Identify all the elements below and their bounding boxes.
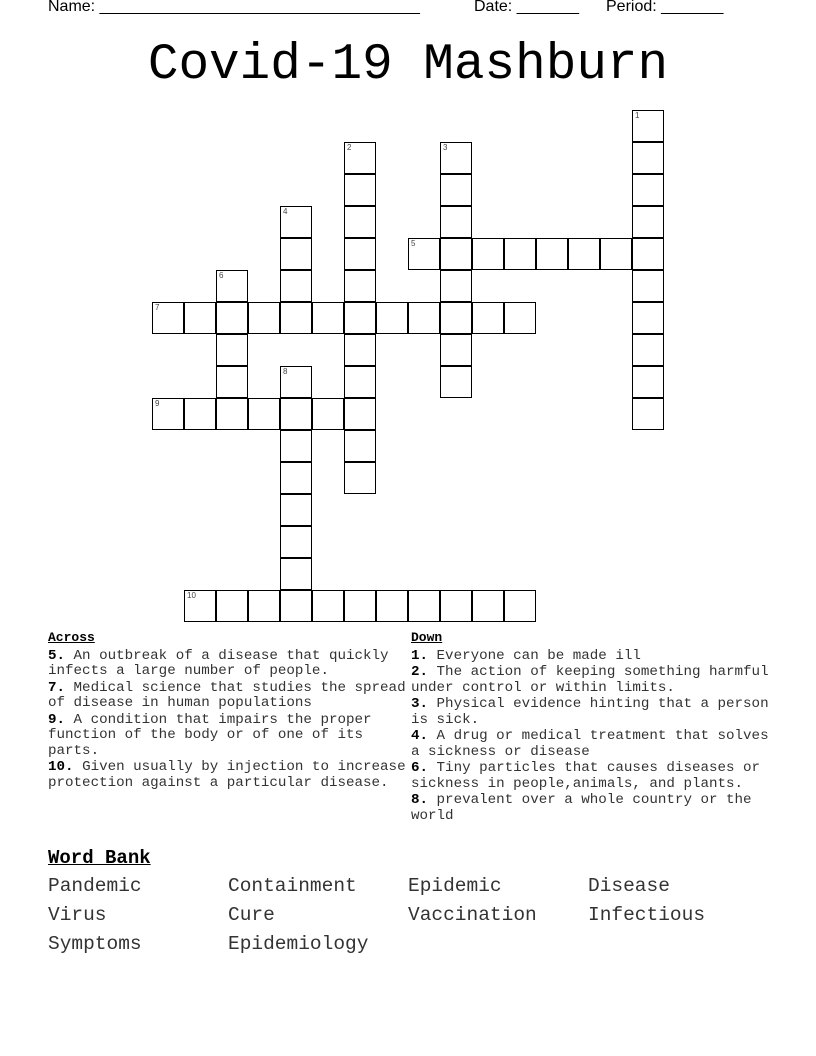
grid-cell[interactable] — [280, 558, 312, 590]
word-bank-item: Disease — [588, 875, 670, 897]
cell-number: 3 — [443, 143, 448, 152]
grid-cell[interactable] — [216, 302, 248, 334]
word-bank-title: Word Bank — [48, 847, 151, 869]
clue-item: 9. A condition that impairs the proper function of the body or of one of its parts. — [48, 711, 372, 759]
grid-cell[interactable] — [280, 398, 312, 430]
grid-cell[interactable] — [472, 238, 504, 270]
grid-cell[interactable] — [344, 174, 376, 206]
clue-item: 3. Physical evidence hinting that a person is sick. — [411, 696, 769, 728]
grid-cell[interactable] — [440, 142, 472, 174]
down-heading: Down — [411, 630, 443, 645]
name-field[interactable]: Name: ____________________________________ — [48, 0, 420, 15]
grid-cell[interactable] — [376, 302, 408, 334]
down-clues — [411, 630, 776, 825]
grid-cell[interactable] — [280, 430, 312, 462]
clue-item: 8. prevalent over a whole country or the world — [411, 792, 752, 824]
grid-cell[interactable] — [344, 430, 376, 462]
word-bank-item: Symptoms — [48, 933, 142, 955]
grid-cell[interactable] — [632, 174, 664, 206]
word-bank-item: Epidemiology — [228, 933, 369, 955]
cell-number: 2 — [347, 143, 352, 152]
grid-cell[interactable] — [216, 270, 248, 302]
grid-cell[interactable] — [344, 462, 376, 494]
grid-cell[interactable] — [504, 590, 536, 622]
grid-cell[interactable] — [632, 206, 664, 238]
grid-cell[interactable] — [344, 142, 376, 174]
period-field[interactable]: Period: _______ — [606, 0, 724, 15]
word-bank-item: Infectious — [588, 904, 706, 926]
grid-cell[interactable] — [632, 334, 664, 366]
grid-cell[interactable] — [568, 238, 600, 270]
grid-cell[interactable] — [248, 590, 280, 622]
word-bank-item: Containment — [228, 875, 357, 897]
grid-cell[interactable] — [472, 590, 504, 622]
date-field[interactable]: Date: _______ — [474, 0, 579, 15]
across-heading: Across — [48, 630, 95, 645]
grid-cell[interactable] — [248, 398, 280, 430]
grid-cell[interactable] — [248, 302, 280, 334]
grid-cell[interactable] — [440, 302, 472, 334]
grid-cell[interactable] — [632, 110, 664, 142]
grid-cell[interactable] — [472, 302, 504, 334]
grid-cell[interactable] — [280, 366, 312, 398]
grid-cell[interactable] — [440, 174, 472, 206]
word-bank-item: Pandemic — [48, 875, 142, 897]
grid-cell[interactable] — [440, 334, 472, 366]
grid-cell[interactable] — [440, 366, 472, 398]
grid-cell[interactable] — [344, 238, 376, 270]
grid-cell[interactable] — [152, 302, 184, 334]
grid-cell[interactable] — [280, 494, 312, 526]
grid-cell[interactable] — [216, 334, 248, 366]
grid-cell[interactable] — [632, 398, 664, 430]
grid-cell[interactable] — [408, 302, 440, 334]
clue-item: 5. An outbreak of a disease that quickly infects a large number of people. — [48, 647, 389, 679]
cell-number: 7 — [155, 303, 160, 312]
grid-cell[interactable] — [440, 238, 472, 270]
clue-item: 2. The action of keeping something harmful under control or within limits. — [411, 664, 769, 696]
grid-cell[interactable] — [280, 526, 312, 558]
clue-item: 7. Medical science that studies the spread of disease in human populations — [48, 679, 406, 711]
word-bank — [48, 875, 788, 956]
grid-cell[interactable] — [280, 462, 312, 494]
clue-item: 10. Given usually by injection to increase protection against a particular disease. — [48, 759, 406, 791]
grid-cell[interactable] — [216, 398, 248, 430]
word-bank-item: Epidemic — [408, 875, 502, 897]
grid-cell[interactable] — [344, 270, 376, 302]
cell-number: 1 — [635, 111, 640, 120]
grid-cell[interactable] — [280, 206, 312, 238]
word-bank-item: Virus — [48, 904, 107, 926]
grid-cell[interactable] — [600, 238, 632, 270]
cell-number: 10 — [187, 591, 196, 600]
grid-cell[interactable] — [504, 238, 536, 270]
word-bank-item: Vaccination — [408, 904, 537, 926]
grid-cell[interactable] — [632, 270, 664, 302]
clue-item: 4. A drug or medical treatment that solves a sickness or disease — [411, 728, 769, 760]
grid-cell[interactable] — [216, 590, 248, 622]
grid-cell[interactable] — [280, 270, 312, 302]
grid-cell[interactable] — [408, 590, 440, 622]
grid-cell[interactable] — [280, 590, 312, 622]
grid-cell[interactable] — [440, 206, 472, 238]
grid-cell[interactable] — [344, 206, 376, 238]
grid-cell[interactable] — [184, 398, 216, 430]
across-clues — [48, 630, 408, 792]
grid-cell[interactable] — [184, 590, 216, 622]
grid-cell[interactable] — [504, 302, 536, 334]
grid-cell[interactable] — [312, 302, 344, 334]
grid-cell[interactable] — [632, 238, 664, 270]
cell-number: 4 — [283, 207, 288, 216]
grid-cell[interactable] — [440, 270, 472, 302]
cell-number: 8 — [283, 367, 288, 376]
grid-cell[interactable] — [184, 302, 216, 334]
cell-number: 9 — [155, 399, 160, 408]
grid-cell[interactable] — [280, 302, 312, 334]
grid-cell[interactable] — [632, 302, 664, 334]
grid-cell[interactable] — [152, 398, 184, 430]
word-bank-item: Cure — [228, 904, 275, 926]
grid-cell[interactable] — [344, 398, 376, 430]
cell-number: 5 — [411, 239, 416, 248]
grid-cell[interactable] — [344, 334, 376, 366]
grid-cell[interactable] — [216, 366, 248, 398]
grid-cell[interactable] — [536, 238, 568, 270]
grid-cell[interactable] — [376, 590, 408, 622]
grid-cell[interactable] — [344, 366, 376, 398]
grid-cell[interactable] — [632, 366, 664, 398]
clue-item: 1. Everyone can be made ill — [411, 647, 641, 664]
clue-item: 6. Tiny particles that causes diseases or sickness in people,animals, and plants. — [411, 760, 761, 792]
grid-cell[interactable] — [440, 590, 472, 622]
grid-cell[interactable] — [280, 238, 312, 270]
grid-cell[interactable] — [312, 398, 344, 430]
grid-cell[interactable] — [312, 590, 344, 622]
grid-cell[interactable] — [344, 302, 376, 334]
cell-number: 6 — [219, 271, 224, 280]
grid-cell[interactable] — [632, 142, 664, 174]
grid-cell[interactable] — [408, 238, 440, 270]
grid-cell[interactable] — [344, 590, 376, 622]
page-title: Covid-19 Mashburn — [147, 37, 669, 94]
